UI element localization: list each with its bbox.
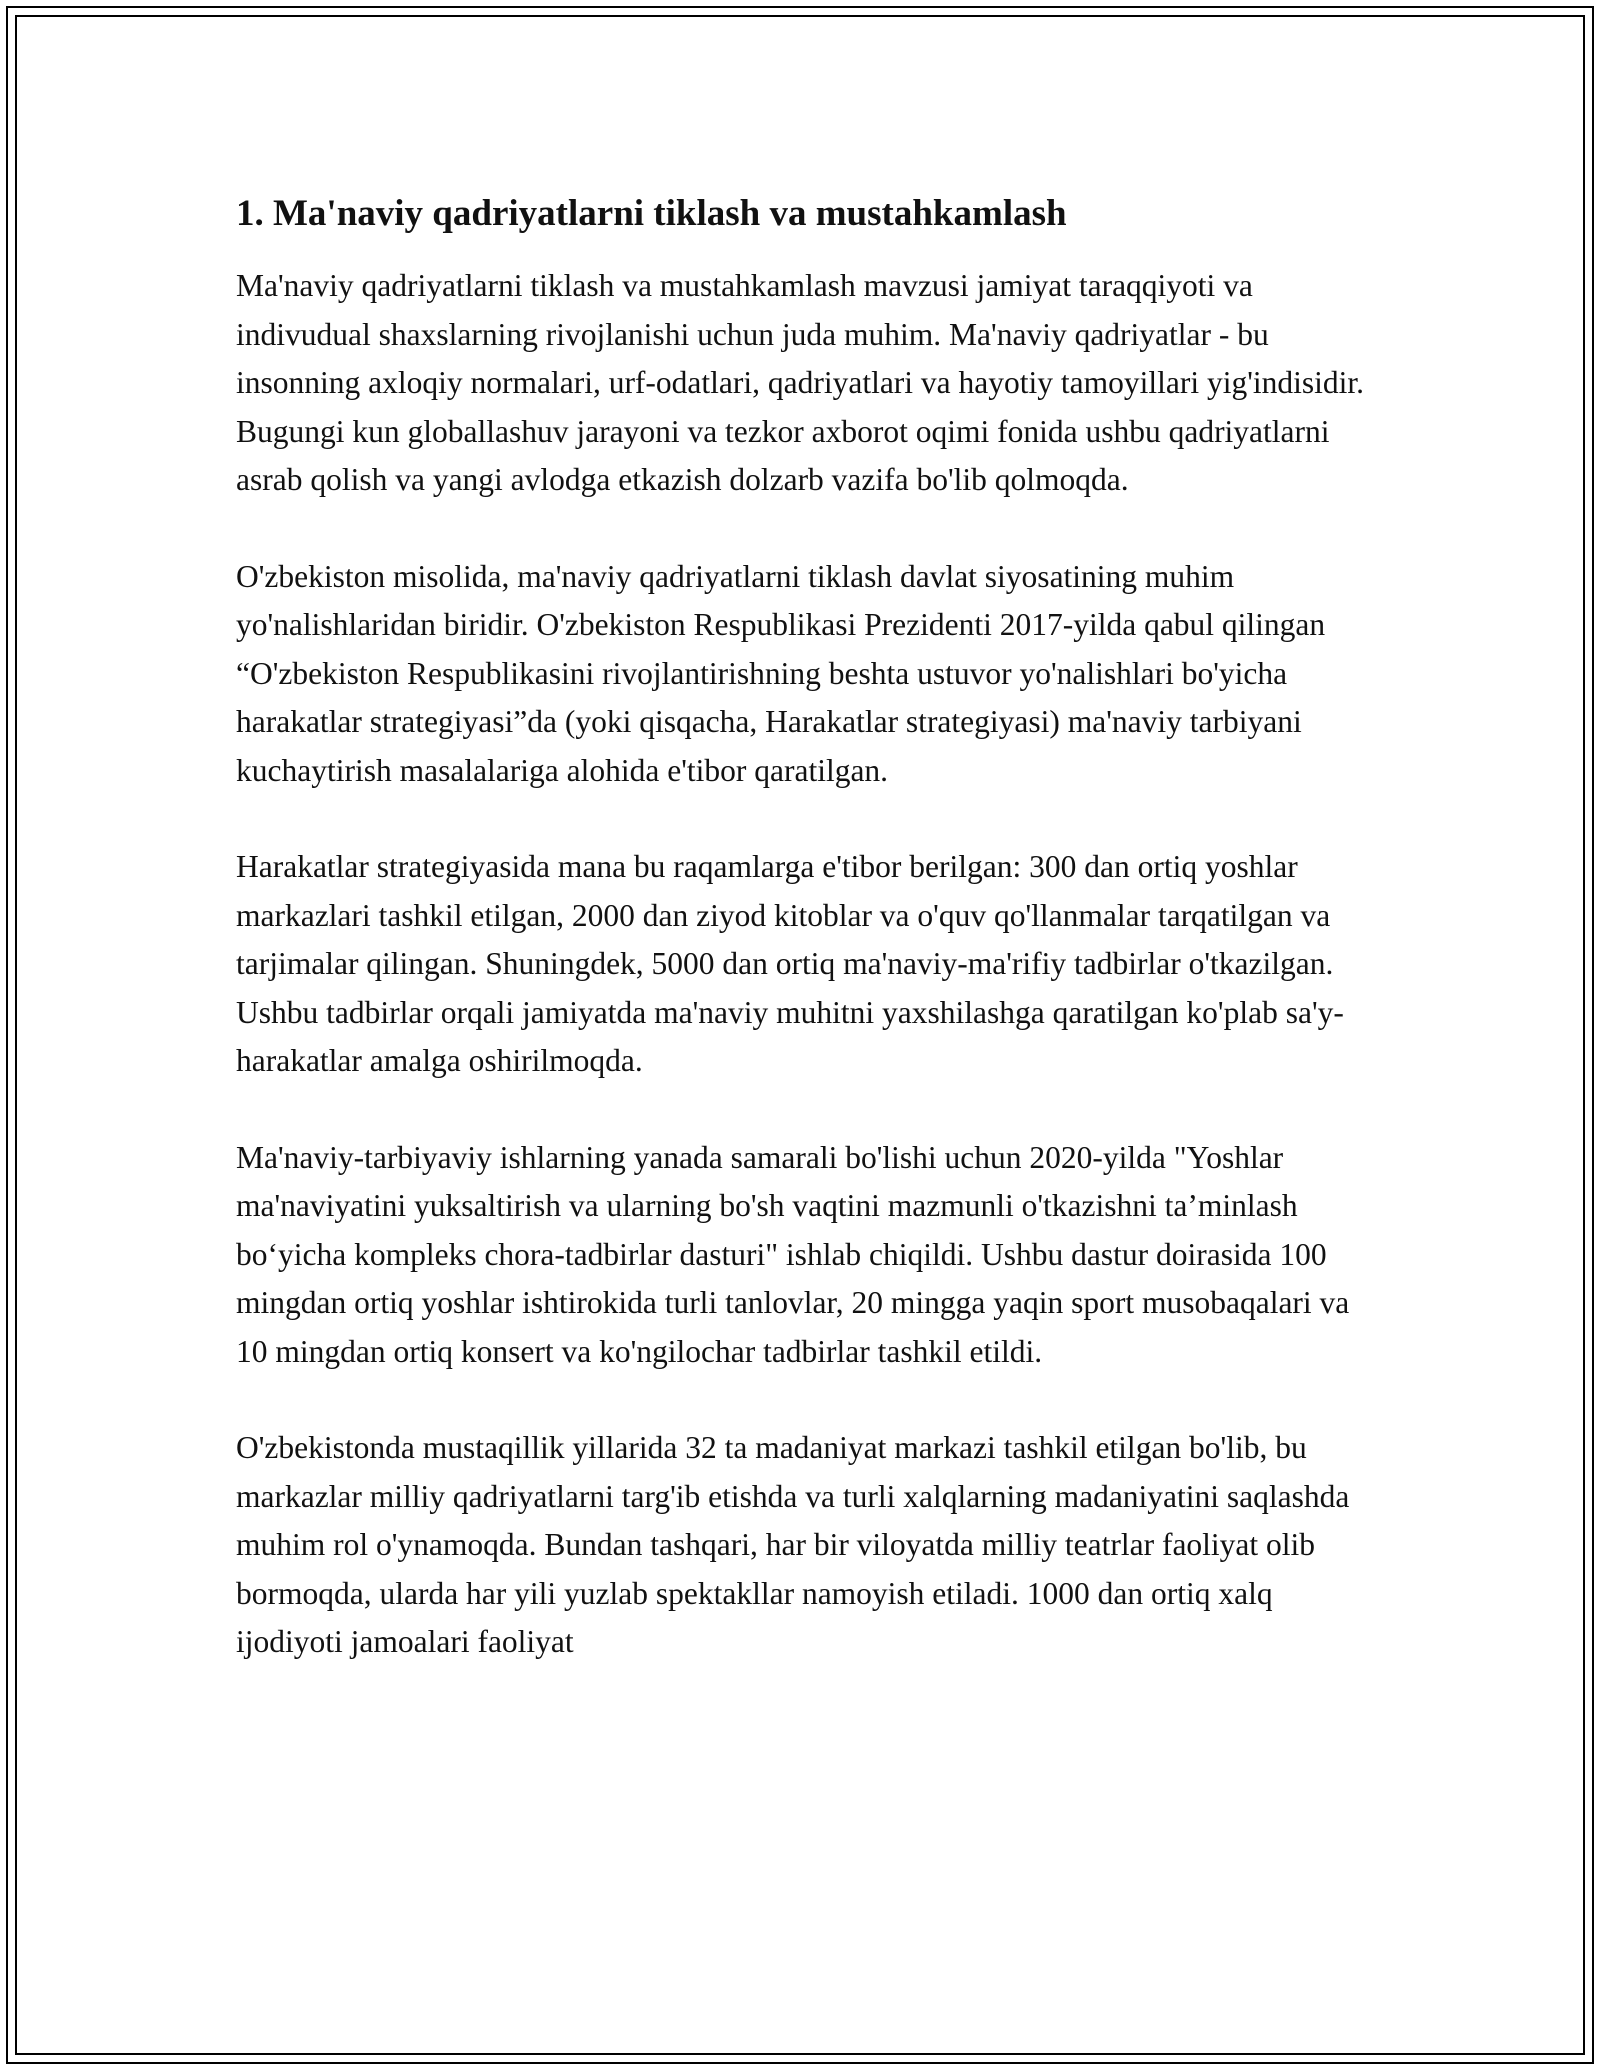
paragraph-1: Ma'naviy qadriyatlarni tiklash va mustahkamlash mavzusi jamiyat taraqqiyoti va indivudual shaxslarning rivojlanishi uchun juda muhim. Ma'naviy qadriyatlar - bu insonning axloqiy normalari, urf-odatlari, qadriyatlari va hayotiy tamoyillari yig'indisidir. Bugungi kun globallashuv jarayoni va tezkor axborot oqimi fonida ushbu qadriyatlarni asrab qolish va yangi avlodga etkazish dolzarb vazifa bo'lib qolmoqda. — [236, 268, 1365, 497]
paragraph-2: O'zbekiston misolida, ma'naviy qadriyatlarni tiklash davlat siyosatining muhim yo'nalishlaridan biridir. O'zbekiston Respublikasi Prezidenti 2017-yilda qabul qilingan “O'zbekiston Respublikasini rivojlantirishning beshta ustuvor yo'nalishlari bo'yicha harakatlar strategiyasi”da (yoki qisqacha, Harakatlar strategiyasi) ma'naviy tarbiyani kuchaytirish masalalariga alohida e'tibor qaratilgan. — [236, 558, 1326, 788]
section-heading: 1. Ma'naviy qadriyatlarni tiklash va mustahkamlash — [236, 193, 1067, 234]
document-body — [236, 190, 1366, 1715]
paragraph-3: Harakatlar strategiyasida mana bu raqamlarga e'tibor berilgan: 300 dan ortiq yoshlar markazlari tashkil etilgan, 2000 dan ziyod kitoblar va o'quv qo'llanmalar tarqatilgan va tarjimalar qilingan. Shuningdek, 5000 dan ortiq ma'naviy-ma'rifiy tadbirlar o'tkazilgan. Ushbu tadbirlar orqali jamiyatda ma'naviy muhitni yaxshilashga qaratilgan ko'plab sa'y-harakatlar amalga oshirilmoqda. — [236, 849, 1344, 1078]
paragraph-4: Ma'naviy-tarbiyaviy ishlarning yanada samarali bo'lishi uchun 2020-yilda "Yoshlar ma'naviyatini yuksaltirish va ularning bo'sh vaqtini mazmunli o'tkazishni ta’minlash bo‘yicha kompleks chora-tadbirlar dasturi" ishlab chiqildi. Ushbu dastur doirasida 100 mingdan ortiq yoshlar ishtirokida turli tanlovlar, 20 mingga yaqin sport musobaqalari va 10 mingdan ortiq konsert va ko'ngilochar tadbirlar tashkil etildi. — [236, 1139, 1350, 1369]
paragraph-5: O'zbekistonda mustaqillik yillarida 32 ta madaniyat markazi tashkil etilgan bo'lib, bu markazlar milliy qadriyatlarni targ'ib etishda va turli xalqlarning madaniyatini saqlashda muhim rol o'ynamoqda. Bundan tashqari, har bir viloyatda milliy teatrlar faoliyat olib bormoqda, ularda har yili yuzlab spektakllar namoyish etiladi. 1000 dan ortiq xalq ijodiyoti jamoalari faoliyat — [236, 1430, 1350, 1659]
